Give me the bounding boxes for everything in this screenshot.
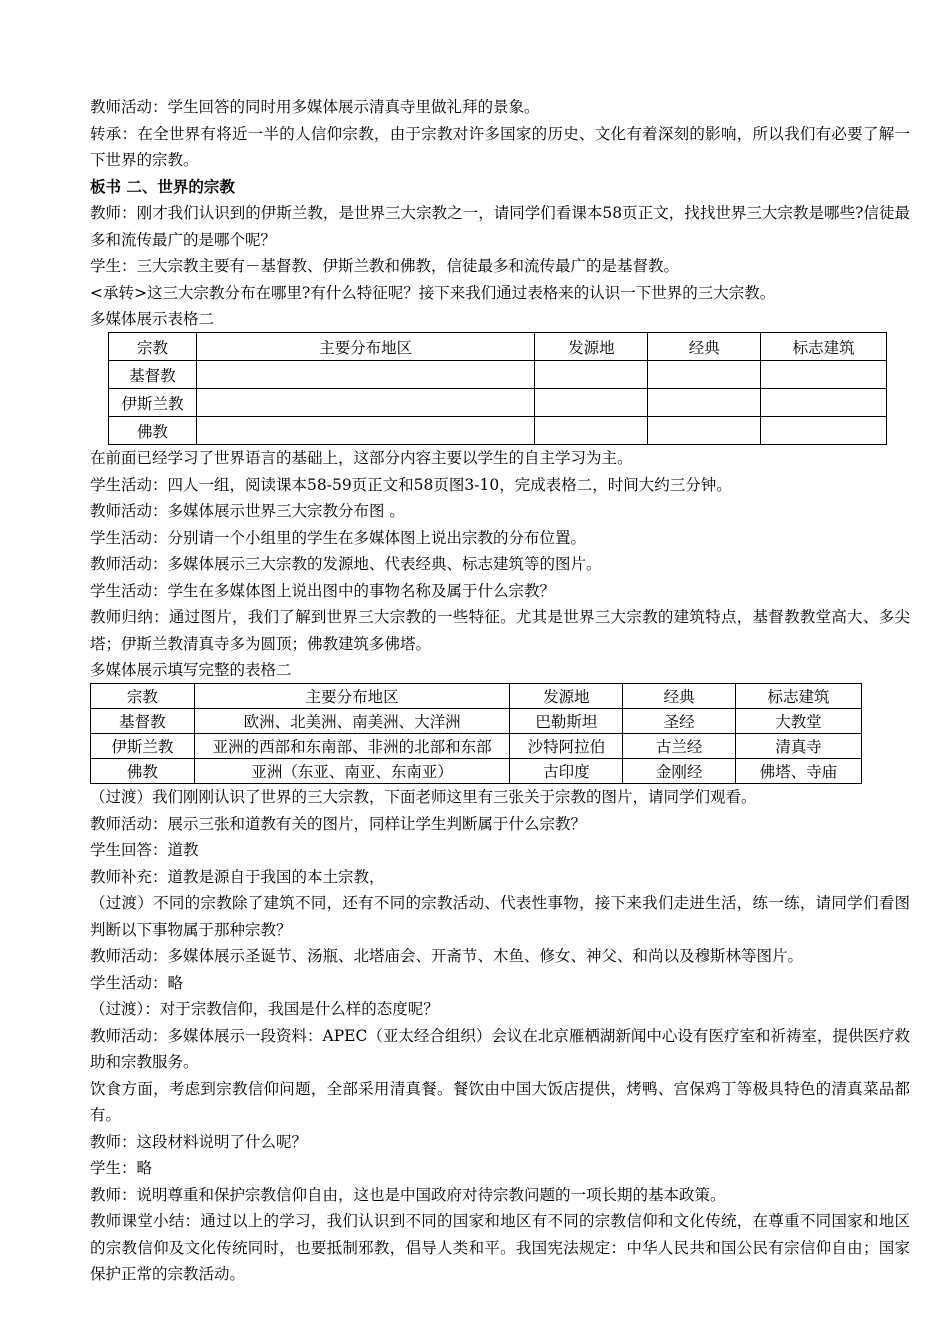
table-row (91, 734, 862, 759)
header-cell: 宗教 (91, 684, 195, 709)
table-cell: 亚洲（东亚、南亚、东南亚） (194, 759, 510, 784)
table-cell (535, 389, 648, 417)
paragraph: 教师活动：多媒体展示三大宗教的发源地、代表经典、标志建筑等的图片。 (90, 555, 602, 573)
table-cell (196, 389, 535, 417)
table-cell (648, 417, 761, 445)
paragraph: 教师：说明尊重和保护宗教信仰自由，这也是中国政府对待宗教问题的一项长期的基本政策。 (90, 1185, 726, 1204)
table-cell (535, 361, 648, 389)
paragraph: 学生回答：道教 (90, 841, 199, 859)
paragraph: 教师补充：道教是源自于我国的本土宗教， (90, 867, 385, 886)
table-cell: 古印度 (510, 759, 623, 784)
table-row (109, 389, 887, 417)
paragraph: 教师活动：多媒体展示世界三大宗教分布图 。 (90, 502, 405, 520)
table-cell: 伊斯兰教 (109, 389, 197, 417)
header-cell: 发源地 (535, 333, 648, 361)
paragraph: 转承：在全世界有将近一半的人信仰宗教，由于宗教对许多国家的历史、文化有着深刻的影响，所以我们有必要了解一下世界的宗教。 (90, 124, 910, 169)
table-row (91, 709, 862, 734)
paragraph: 在前面已经学习了世界语言的基础上，这部分内容主要以学生的自主学习为主。 (90, 449, 633, 467)
table1-caption: 多媒体展示表格二 (90, 310, 215, 328)
header-cell: 主要分布地区 (194, 684, 510, 709)
paragraph: （过渡）：对于宗教信仰，我国是什么样的态度呢？ (90, 1000, 439, 1018)
table-cell (648, 361, 761, 389)
paragraph: 教师：这段材料说明了什么呢？ (90, 1132, 308, 1151)
header-cell: 经典 (623, 684, 736, 709)
table-cell (196, 361, 535, 389)
paragraph: 教师课堂小结：通过以上的学习，我们认识到不同的国家和地区有不同的宗教信仰和文化传统，在尊重不同国家和地区的宗教信仰及文化传统同时，也要抵制邪教，倡导人类和平。我国宪法规定：中华人民共和国公民有宗信仰自由；国家保护正常的宗教活动。 (90, 1212, 910, 1283)
paragraph: 教师活动：学生回答的同时用多媒体展示清真寺里做礼拜的景象。 (90, 98, 540, 116)
table-row (109, 417, 887, 445)
paragraph: 学生：略 (90, 1159, 153, 1177)
paragraph: 教师活动：多媒体展示圣诞节、汤瓶、北塔庙会、开斋节、木鱼、修女、神父、和尚以及穆斯林等图片。 (90, 947, 804, 965)
header-cell: 经典 (648, 333, 761, 361)
paragraph: 饮食方面，考虑到宗教信仰问题，全部采用清真餐。餐饮由中国大饭店提供，烤鸭、宫保鸡丁等极具特色的清真菜品都有。 (90, 1079, 910, 1124)
table-cell: 基督教 (109, 361, 197, 389)
table-cell: 古兰经 (623, 734, 736, 759)
table-cell: 巴勒斯坦 (510, 709, 623, 734)
table-cell: 佛教 (109, 417, 197, 445)
table-cell: 基督教 (91, 709, 195, 734)
table-header-row (91, 684, 862, 709)
table-cell: 大教堂 (736, 709, 862, 734)
paragraph: 学生活动：学生在多媒体图上说出图中的事物名称及属于什么宗教？ (90, 581, 556, 600)
paragraph: 教师：刚才我们认识到的伊斯兰教，是世界三大宗教之一，请同学们看课本58页正文，找找世界三大宗教是哪些?信徒最多和流传最广的是哪个呢？ (90, 204, 910, 249)
table-cell: 亚洲的西部和东南部、非洲的北部和东部 (194, 734, 510, 759)
table-cell (761, 389, 887, 417)
table-cell (761, 417, 887, 445)
paragraph: （过渡）我们刚刚认识了世界的三大宗教，下面老师这里有三张关于宗教的图片，请同学们观看。 (90, 788, 757, 806)
table-cell: 佛塔、寺庙 (736, 759, 862, 784)
paragraph: 学生活动：略 (90, 973, 184, 992)
paragraph: 学生活动：四人一组，阅读课本58-59页正文和58页图3-10，完成表格二，时间大约三分钟。 (90, 475, 732, 494)
table-cell: 清真寺 (736, 734, 862, 759)
table-cell: 金刚经 (623, 759, 736, 784)
table-cell: 欧洲、北美洲、南美洲、大洋洲 (194, 709, 510, 734)
table-row (109, 361, 887, 389)
header-cell: 宗教 (109, 333, 197, 361)
paragraph: 学生：三大宗教主要有－基督教、伊斯兰教和佛教，信徒最多和流传最广的是基督教。 (90, 257, 680, 275)
religion-table-blank (108, 332, 887, 445)
paragraph: 学生活动：分别请一个小组里的学生在多媒体图上说出宗教的分布位置。 (90, 528, 587, 547)
header-cell: 发源地 (510, 684, 623, 709)
table-cell (535, 417, 648, 445)
section-heading: 板书 二、世界的宗教 (90, 176, 235, 196)
table-cell (648, 389, 761, 417)
header-cell: 标志建筑 (761, 333, 887, 361)
table-cell: 沙特阿拉伯 (510, 734, 623, 759)
document-page (90, 94, 910, 1288)
paragraph: 教师活动：展示三张和道教有关的图片，同样让学生判断属于什么宗教？ (90, 814, 587, 833)
table-cell: 佛教 (91, 759, 195, 784)
religion-table-completed (90, 683, 862, 784)
header-cell: 标志建筑 (736, 684, 862, 709)
table-header-row (109, 333, 887, 361)
paragraph: <承转>这三大宗教分布在哪里?有什么特征呢？接下来我们通过表格来的认识一下世界的三大宗教。 (90, 283, 776, 302)
header-cell: 主要分布地区 (196, 333, 535, 361)
table2-caption: 多媒体展示填写完整的表格二 (90, 661, 292, 679)
paragraph: 教师活动：多媒体展示一段资料：APEC（亚太经合组织）会议在北京雁栖湖新闻中心设有医疗室和祈祷室，提供医疗救助和宗教服务。 (90, 1026, 910, 1071)
table-cell (196, 417, 535, 445)
paragraph: （过渡）不同的宗教除了建筑不同，还有不同的宗教活动、代表性事物，接下来我们走进生活，练一练，请同学们看图判断以下事物属于那种宗教？ (90, 894, 910, 939)
table-cell: 圣经 (623, 709, 736, 734)
table-cell: 伊斯兰教 (91, 734, 195, 759)
table-cell (761, 361, 887, 389)
paragraph: 教师归纳：通过图片，我们了解到世界三大宗教的一些特征。尤其是世界三大宗教的建筑特点，基督教教堂高大、多尖塔；伊斯兰教清真寺多为圆顶；佛教建筑多佛塔。 (90, 608, 910, 653)
table-row (91, 759, 862, 784)
